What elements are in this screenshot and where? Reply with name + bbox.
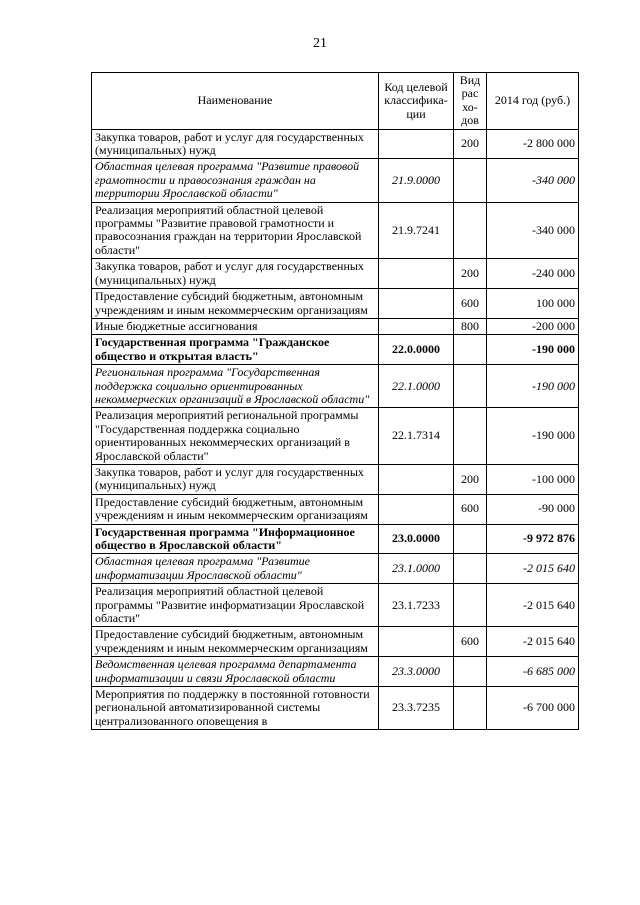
table-row <box>92 289 579 319</box>
row-code: 22.1.7314 <box>379 408 454 465</box>
row-amount: -340 000 <box>487 202 579 259</box>
row-type <box>454 524 487 554</box>
row-amount: -240 000 <box>487 259 579 289</box>
row-code: 21.9.7241 <box>379 202 454 259</box>
row-name: Закупка товаров, работ и услуг для государственных (муниципальных) нужд <box>92 464 379 494</box>
table-row <box>92 494 579 524</box>
row-type: 600 <box>454 289 487 319</box>
row-code: 22.0.0000 <box>379 335 454 365</box>
row-name: Реализация мероприятий областной целевой программы "Развитие информатизации Ярославской области" <box>92 584 379 627</box>
row-name: Областная целевая программа "Развитие правовой грамотности и правосознания граждан на территории Ярославской области" <box>92 159 379 202</box>
row-amount: 100 000 <box>487 289 579 319</box>
row-amount: -190 000 <box>487 335 579 365</box>
budget-table <box>91 72 579 730</box>
page-number: 21 <box>313 36 327 51</box>
row-amount: -340 000 <box>487 159 579 202</box>
header-code: Код целевой классифика-ции <box>379 73 454 130</box>
table-row <box>92 259 579 289</box>
row-name: Предоставление субсидий бюджетным, автономным учреждениям и иным некоммерческим организациям <box>92 494 379 524</box>
table-row <box>92 464 579 494</box>
row-name: Региональная программа "Государственная поддержка социально ориентированных некоммерческих организаций в Ярославской области" <box>92 365 379 408</box>
table-row <box>92 524 579 554</box>
row-type <box>454 365 487 408</box>
row-name: Предоставление субсидий бюджетным, автономным учреждениям и иным некоммерческим организациям <box>92 289 379 319</box>
row-type <box>454 202 487 259</box>
row-code: 21.9.0000 <box>379 159 454 202</box>
table-row <box>92 627 579 657</box>
row-type: 200 <box>454 259 487 289</box>
row-name: Закупка товаров, работ и услуг для государственных (муниципальных) нужд <box>92 129 379 159</box>
row-name: Областная целевая программа "Развитие информатизации Ярославской области" <box>92 554 379 584</box>
row-type: 200 <box>454 464 487 494</box>
row-type: 600 <box>454 494 487 524</box>
table-row <box>92 202 579 259</box>
row-amount: -2 015 640 <box>487 584 579 627</box>
row-code <box>379 289 454 319</box>
table-row <box>92 687 579 730</box>
row-name: Иные бюджетные ассигнования <box>92 318 379 334</box>
row-amount: -9 972 876 <box>487 524 579 554</box>
row-type <box>454 408 487 465</box>
row-type <box>454 687 487 730</box>
row-name: Государственная программа "Гражданское общество и открытая власть" <box>92 335 379 365</box>
row-code: 23.0.0000 <box>379 524 454 554</box>
table-row <box>92 129 579 159</box>
table-row <box>92 584 579 627</box>
row-amount: -190 000 <box>487 365 579 408</box>
header-name: Наименование <box>92 73 379 130</box>
row-type: 200 <box>454 129 487 159</box>
table-header-row <box>92 73 579 130</box>
table-body <box>92 129 579 730</box>
row-amount: -2 015 640 <box>487 627 579 657</box>
table-row <box>92 335 579 365</box>
row-name: Мероприятия по поддержку в постоянной готовности региональной автоматизированной системы централизованного оповещения в <box>92 687 379 730</box>
table-row <box>92 159 579 202</box>
row-name: Закупка товаров, работ и услуг для государственных (муниципальных) нужд <box>92 259 379 289</box>
row-code: 22.1.0000 <box>379 365 454 408</box>
row-amount: -100 000 <box>487 464 579 494</box>
row-name: Государственная программа "Информационное общество в Ярославской области" <box>92 524 379 554</box>
row-type <box>454 554 487 584</box>
row-type: 800 <box>454 318 487 334</box>
row-code: 23.1.0000 <box>379 554 454 584</box>
row-code <box>379 494 454 524</box>
row-type <box>454 159 487 202</box>
row-amount: -190 000 <box>487 408 579 465</box>
row-code <box>379 627 454 657</box>
row-name: Ведомственная целевая программа департамента информатизации и связи Ярославской области <box>92 657 379 687</box>
row-name: Реализация мероприятий региональной программы "Государственная поддержка социально ориентированных некоммерческих организаций в Ярославской области" <box>92 408 379 465</box>
row-amount: -6 685 000 <box>487 657 579 687</box>
row-amount: -200 000 <box>487 318 579 334</box>
row-amount: -90 000 <box>487 494 579 524</box>
row-amount: -2 015 640 <box>487 554 579 584</box>
row-amount: -2 800 000 <box>487 129 579 159</box>
row-type <box>454 335 487 365</box>
table-row <box>92 408 579 465</box>
row-type <box>454 584 487 627</box>
row-code: 23.3.7235 <box>379 687 454 730</box>
row-type <box>454 657 487 687</box>
row-code <box>379 259 454 289</box>
table-row <box>92 365 579 408</box>
row-code <box>379 129 454 159</box>
row-type: 600 <box>454 627 487 657</box>
row-code <box>379 464 454 494</box>
row-amount: -6 700 000 <box>487 687 579 730</box>
table-row <box>92 554 579 584</box>
header-type: Вид рас хо-дов <box>454 73 487 130</box>
row-code <box>379 318 454 334</box>
row-name: Реализация мероприятий областной целевой программы "Развитие правовой грамотности и правосознания граждан на территории Ярославской области" <box>92 202 379 259</box>
row-code: 23.3.0000 <box>379 657 454 687</box>
row-name: Предоставление субсидий бюджетным, автономным учреждениям и иным некоммерческим организациям <box>92 627 379 657</box>
row-code: 23.1.7233 <box>379 584 454 627</box>
table-row <box>92 657 579 687</box>
table-row <box>92 318 579 334</box>
header-amount: 2014 год (руб.) <box>487 73 579 130</box>
